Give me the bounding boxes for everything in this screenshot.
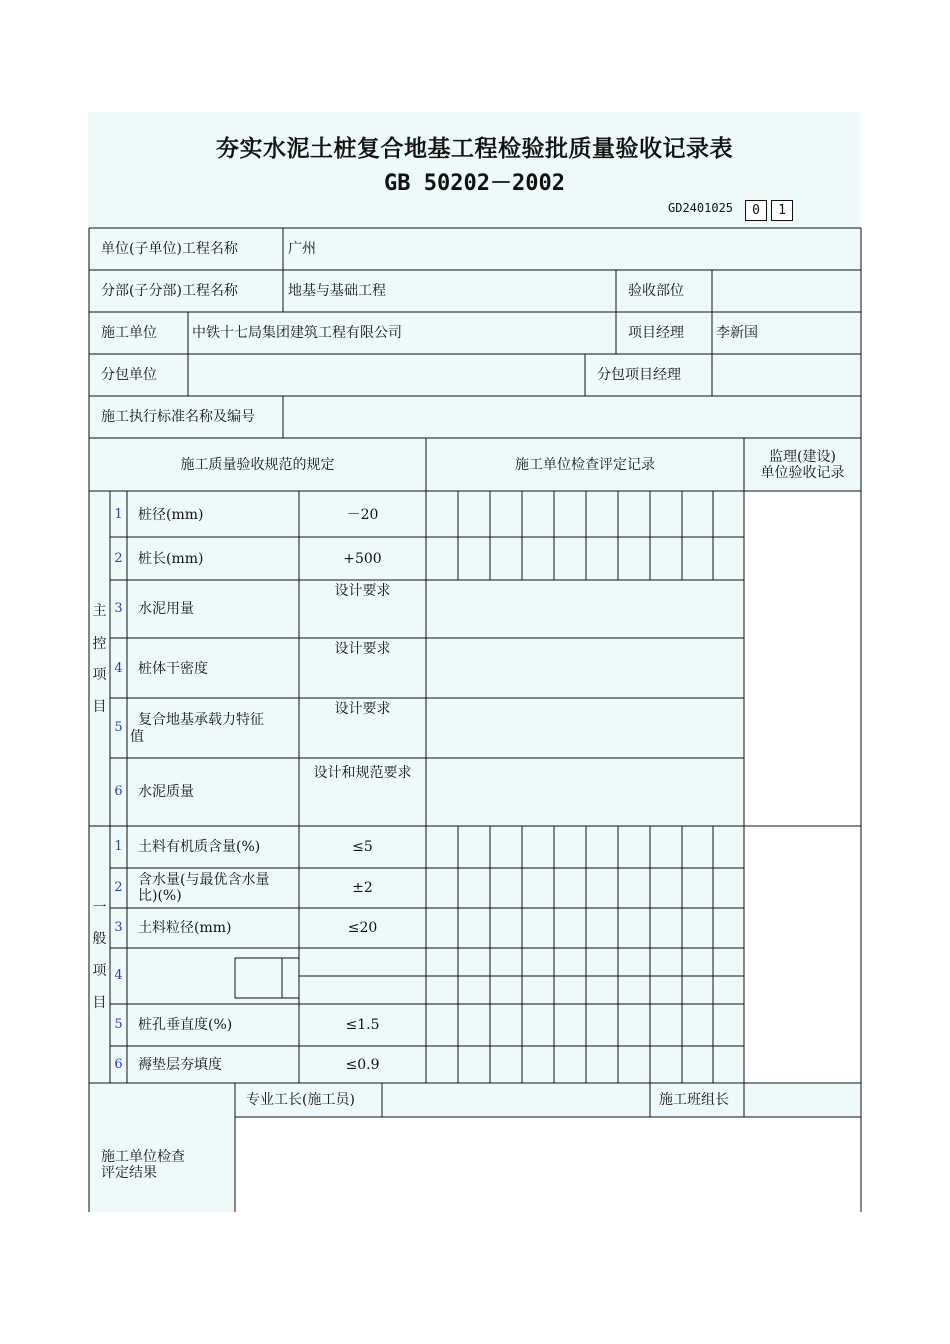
- main-item-no: 2: [114, 551, 123, 566]
- general-item-no: 6: [114, 1057, 123, 1072]
- general-group-char: 项: [92, 963, 107, 979]
- result-label-line2: 评定结果: [101, 1165, 157, 1181]
- unit-value[interactable]: 广州: [288, 241, 316, 257]
- main-item-name: 桩长(mm): [138, 551, 204, 567]
- main-group-char: 控: [92, 636, 107, 652]
- form-code-box-1[interactable]: 0: [745, 200, 767, 221]
- main-item-spec: +500: [343, 551, 382, 567]
- result-label-line1: 施工单位检查: [101, 1149, 185, 1165]
- check-column-header: 施工单位检查评定记录: [515, 457, 655, 473]
- unit-label: 单位(子单位)工程名称: [101, 241, 238, 257]
- main-item-spec: 设计要求: [334, 583, 391, 599]
- form-code-box-2[interactable]: 1: [771, 200, 793, 221]
- main-item-spec: 设计要求: [334, 641, 391, 657]
- main-item-no: 4: [114, 661, 123, 676]
- main-item-name: 水泥质量: [138, 784, 194, 800]
- main-group-char: 项: [92, 667, 107, 683]
- general-item-spec: ±2: [352, 880, 373, 896]
- contractor-label: 施工单位: [101, 325, 157, 341]
- general-group-char: 目: [92, 995, 107, 1011]
- pm-value[interactable]: 李新国: [716, 325, 758, 341]
- supervise-header-line2: 单位验收记录: [760, 465, 845, 481]
- subunit-value[interactable]: 地基与基础工程: [288, 283, 386, 299]
- general-item-spec: ≤0.9: [345, 1057, 380, 1073]
- general-item-name: 土料有机质含量(%): [138, 839, 261, 855]
- general-item-no: 1: [114, 839, 123, 854]
- general-item-name: 褥垫层夯填度: [138, 1057, 222, 1073]
- sub-label: 分包单位: [101, 367, 157, 383]
- subunit-label: 分部(子分部)工程名称: [101, 283, 238, 299]
- foreman-label: 专业工长(施工员): [246, 1092, 355, 1108]
- main-item-name: 桩径(mm): [138, 507, 204, 523]
- general-item-name-line2: 比)(%): [138, 888, 182, 904]
- supervise-header-line1: 监理(建设): [769, 449, 836, 465]
- main-item-no: 1: [114, 507, 123, 522]
- team-leader-label: 施工班组长: [659, 1092, 729, 1108]
- accept-part-label: 验收部位: [628, 283, 684, 299]
- general-item-name-line1: 含水量(与最优含水量: [138, 872, 270, 888]
- contractor-value[interactable]: 中铁十七局集团建筑工程有限公司: [192, 325, 402, 341]
- general-item-name: 桩孔垂直度(%): [138, 1017, 233, 1033]
- general-item-no: 4: [114, 968, 123, 983]
- general-item-name: 土料粒径(mm): [138, 920, 232, 936]
- main-item-name: 水泥用量: [138, 601, 194, 617]
- spec-column-header: 施工质量验收规范的规定: [180, 457, 335, 473]
- main-item-name-line1: 复合地基承载力特征: [138, 712, 264, 728]
- main-item-spec: 设计要求: [334, 701, 391, 717]
- main-item-name: 桩体干密度: [138, 661, 208, 677]
- main-item-spec: －20: [346, 507, 379, 523]
- general-item-spec: ≤5: [352, 839, 373, 855]
- main-item-no: 3: [114, 601, 123, 616]
- general-group-char: 般: [92, 931, 107, 947]
- main-item-spec: 设计和规范要求: [313, 765, 412, 781]
- pm-label: 项目经理: [628, 325, 684, 341]
- form-title: 夯实水泥土桩复合地基工程检验批质量验收记录表: [216, 136, 733, 162]
- general-item-spec: ≤1.5: [345, 1017, 380, 1033]
- main-item-name-line2: 值: [130, 729, 144, 745]
- general-item-no: 5: [114, 1017, 123, 1032]
- form-code: GD2401025: [668, 201, 734, 215]
- general-item-no: 3: [114, 920, 123, 935]
- general-group-char: 一: [92, 900, 107, 916]
- sub-pm-label: 分包项目经理: [597, 367, 681, 383]
- main-item-no: 5: [114, 720, 123, 735]
- main-item-no: 6: [114, 784, 123, 799]
- main-group-char: 目: [92, 699, 107, 715]
- main-group-char: 主: [92, 603, 107, 619]
- general-item-spec: ≤20: [347, 920, 378, 936]
- form-standard: GB 50202－2002: [384, 171, 565, 196]
- std-label: 施工执行标准名称及编号: [101, 409, 255, 425]
- general-item-no: 2: [114, 880, 123, 895]
